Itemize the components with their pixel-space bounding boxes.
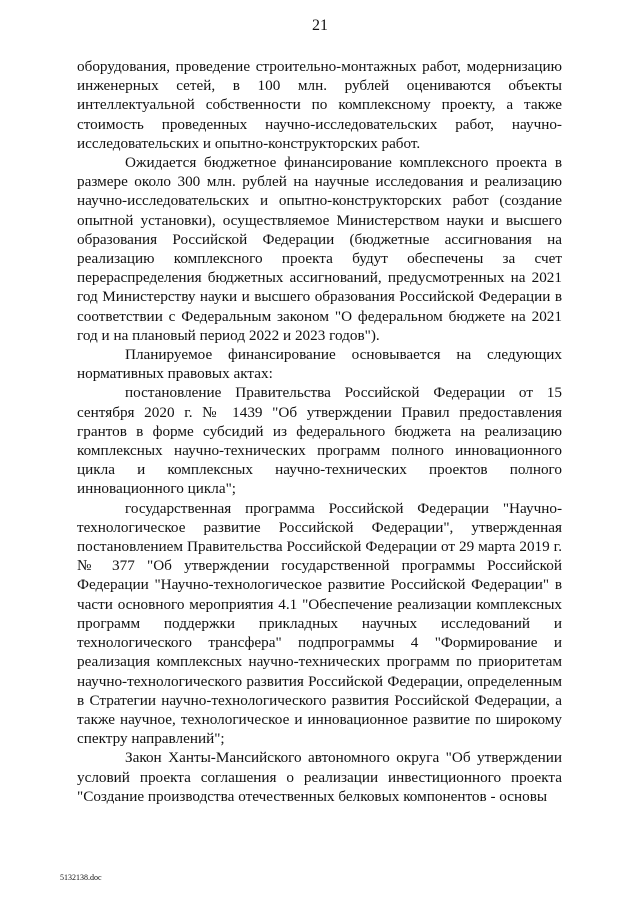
paragraph-planned-financing: Планируемое финансирование основывается на следующих нормативных правовых актах:: [77, 346, 562, 383]
paragraph-state-program: государственная программа Российской Федерации "Научно-технологическое развитие Российской Федерации", утвержденная постановлением Правительства Российской Федерации от 29 марта 2019 г. № 377 "Об утверждении государственной программы Российской Федерации "Научно-технологическое развитие Российской Федерации" в части основного мероприятия 4.1 "Обеспечение реализации комплексных программ поддержки прикладных научных исследований и технологического трансфера" подпрограммы 4 "Формирование и реализация комплексных научно-технических программ по приоритетам научно-технологического развития Российской Федерации, определенным в Стратегии научно-технологического развития Российской Федерации, а также научное, технологическое и инновационное развитие по широкому спектру направлений";: [77, 499, 562, 748]
paragraph-government-decree: постановление Правительства Российской Федерации от 15 сентября 2020 г. № 1439 "Об утверждении Правил предоставления грантов в форме субсидий из федерального бюджета на реализацию комплексных научно-технических программ полного инновационного цикла и комплексных научно-технических проектов полного инновационного цикла";: [77, 384, 562, 498]
page-number: 21: [312, 17, 328, 34]
document-body: [77, 57, 562, 806]
document-file-code: 5132138.doc: [60, 873, 102, 882]
paragraph-regional-law: Закон Ханты-Мансийского автономного округа "Об утверждении условий проекта соглашения о реализации инвестиционного проекта "Создание производства отечественных белковых компонентов - основы: [77, 749, 562, 805]
paragraph-continuation: оборудования, проведение строительно-монтажных работ, модернизацию инженерных сетей, в 100 млн. рублей оцениваются объекты интеллектуальной собственности по комплексному проекту, а также стоимость проведенных научно-исследовательских работ, научно-исследовательских и опытно-конструкторских работ.: [77, 58, 562, 152]
paragraph-budget-funding: Ожидается бюджетное финансирование комплексного проекта в размере около 300 млн. рублей на научные исследования и реализацию научно-исследовательских и опытно-конструкторских работ (создание опытной установки), осуществляемое Министерством науки и высшего образования Российской Федерации (бюджетные ассигнования на реализацию комплексного проекта будут обеспечены за счет перераспределения бюджетных ассигнований, предусмотренных на 2021 год Министерству науки и высшего образования Российской Федерации в соответствии с Федеральным законом "О федеральном бюджете на 2021 год и на плановый период 2022 и 2023 годов").: [77, 154, 562, 344]
